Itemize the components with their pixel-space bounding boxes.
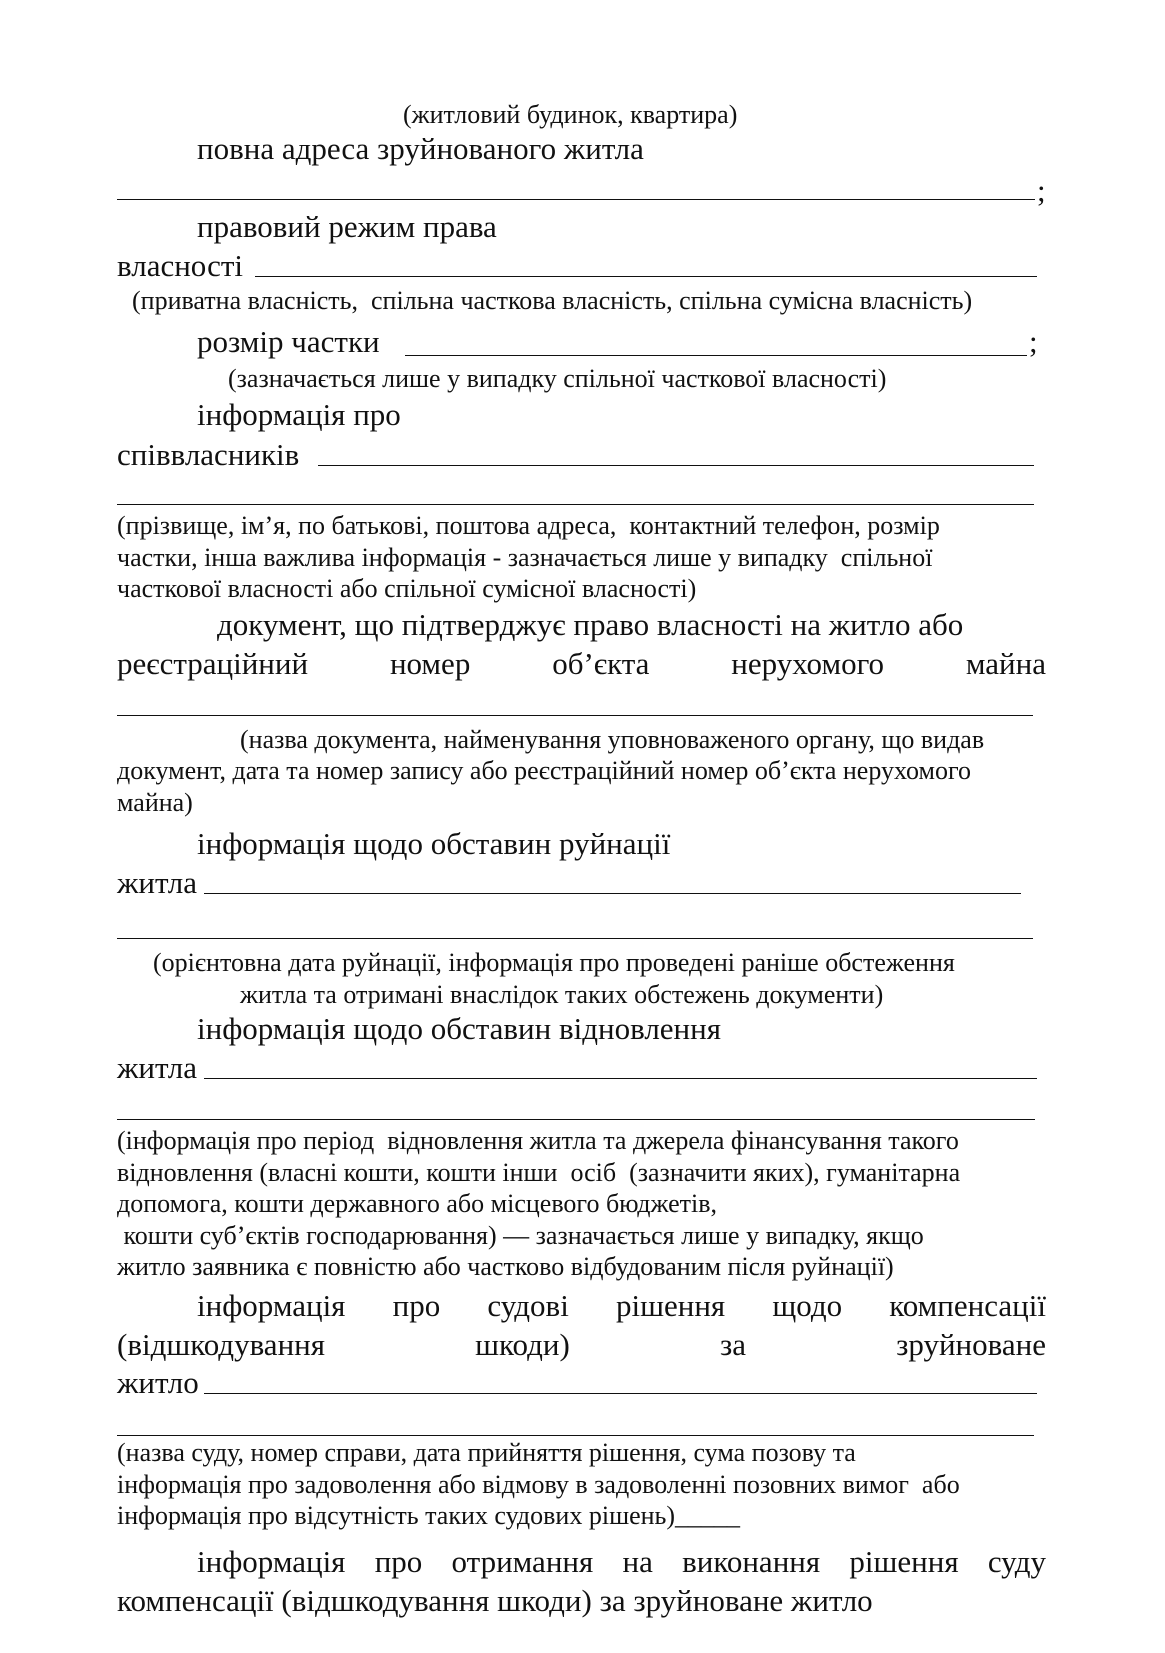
execution-word: отримання: [451, 1544, 594, 1579]
document-word: майна: [965, 646, 1046, 681]
execution-word: виконання: [682, 1544, 821, 1579]
court-field-line-1[interactable]: [204, 1393, 1037, 1394]
restoration-hint-3: допомога, кошти державного або місцевого бюджетів,: [117, 1189, 718, 1218]
ownership-label-2: власності: [117, 248, 243, 283]
court-label-1: [197, 1290, 1046, 1321]
document-word: номер: [389, 646, 471, 681]
co-owners-label-1: інформація про: [197, 397, 401, 432]
housing-type-hint: (житловий будинок, квартира): [403, 100, 738, 129]
execution-word: суду: [987, 1544, 1046, 1579]
ownership-field-line[interactable]: [255, 276, 1037, 277]
court-word: рішення: [615, 1288, 726, 1323]
share-field-line[interactable]: [405, 355, 1027, 356]
document-word: реєстраційний: [117, 646, 309, 681]
ownership-label-1: правовий режим права: [197, 209, 497, 244]
destruction-hint-1: (орієнтовна дата руйнації, інформація про проведені раніше обстеження: [153, 948, 955, 977]
court-label-3: житло: [117, 1365, 199, 1400]
co-owners-hint-1: (прізвище, ім’я, по батькові, поштова адреса, контактний телефон, розмір: [117, 511, 940, 540]
restoration-label-1: інформація щодо обставин відновлення: [197, 1011, 721, 1046]
document-hint-3: майна): [117, 788, 193, 817]
court-word: за: [719, 1327, 746, 1362]
court-hint-3: інформація про відсутність таких судових рішень)_____: [117, 1501, 741, 1530]
court-word: щодо: [772, 1288, 843, 1323]
court-word: інформація: [197, 1288, 346, 1323]
destruction-hint-2: житла та отримані внаслідок таких обстежень документи): [240, 980, 884, 1009]
execution-label-2: компенсації (відшкодування шкоди) за зруйноване житло: [117, 1583, 873, 1618]
execution-label-1: [197, 1546, 1046, 1577]
court-field-line-2[interactable]: [117, 1435, 1034, 1436]
court-hint-2: інформація про задоволення або відмову в задоволенні позовних вимог або: [117, 1470, 960, 1499]
document-word: нерухомого: [731, 646, 885, 681]
restoration-hint-1: (інформація про період відновлення житла та джерела фінансування такого: [117, 1126, 959, 1155]
address-label: повна адреса зруйнованого житла: [197, 131, 644, 166]
destruction-field-line-2[interactable]: [117, 938, 1033, 939]
court-label-2: [117, 1329, 1046, 1360]
destruction-field-line-1[interactable]: [204, 893, 1021, 894]
execution-word: інформація: [197, 1544, 346, 1579]
address-end-mark: ;: [1037, 173, 1046, 208]
court-hint-1: (назва суду, номер справи, дата прийняття рішення, сума позову та: [117, 1438, 856, 1467]
execution-word: про: [374, 1544, 423, 1579]
restoration-field-line-1[interactable]: [204, 1078, 1037, 1079]
document-label-1: документ, що підтверджує право власності на житло або: [217, 607, 964, 642]
restoration-hint-2: відновлення (власні кошти, кошти інши осіб (зазначити яких), гуманітарна: [117, 1158, 961, 1187]
document-field-line[interactable]: [117, 715, 1033, 716]
court-word: компенсації: [889, 1288, 1046, 1323]
restoration-hint-5: житло заявника є повністю або частково відбудованим після руйнації): [117, 1252, 894, 1281]
co-owners-hint-3: часткової власності або спільної сумісної власності): [117, 574, 697, 603]
restoration-label-2: житла: [117, 1050, 198, 1085]
co-owners-field-line-1[interactable]: [318, 465, 1034, 466]
restoration-hint-4: кошти суб’єктів господарювання) — зазначається лише у випадку, якщо: [117, 1221, 924, 1250]
document-word: об’єкта: [552, 646, 650, 681]
share-end-mark: ;: [1029, 324, 1038, 359]
co-owners-field-line-2[interactable]: [117, 504, 1034, 505]
co-owners-label-2: співвласників: [117, 437, 300, 472]
destruction-label-1: інформація щодо обставин руйнації: [197, 826, 671, 861]
court-word: судові: [487, 1288, 569, 1323]
court-word: про: [392, 1288, 441, 1323]
court-word: (відшкодування: [117, 1327, 326, 1362]
court-word: зруйноване: [896, 1327, 1046, 1362]
document-hint-1: (назва документа, найменування уповноваженого органу, що видав: [240, 725, 985, 754]
document-label-2: [117, 648, 1046, 679]
share-hint: (зазначається лише у випадку спільної часткової власності): [228, 364, 887, 393]
execution-word: рішення: [849, 1544, 959, 1579]
document-hint-2: документ, дата та номер запису або реєстраційний номер об’єкта нерухомого: [117, 756, 971, 785]
court-word: шкоди): [475, 1327, 570, 1362]
address-field-line[interactable]: [117, 199, 1035, 200]
ownership-hint: (приватна власність, спільна часткова власність, спільна сумісна власність): [132, 286, 973, 315]
share-label: розмір частки: [197, 324, 380, 359]
execution-word: на: [622, 1544, 653, 1579]
co-owners-hint-2: частки, інша важлива інформація - зазначається лише у випадку спільної: [117, 543, 933, 572]
restoration-field-line-2[interactable]: [117, 1119, 1035, 1120]
destruction-label-2: житла: [117, 865, 198, 900]
